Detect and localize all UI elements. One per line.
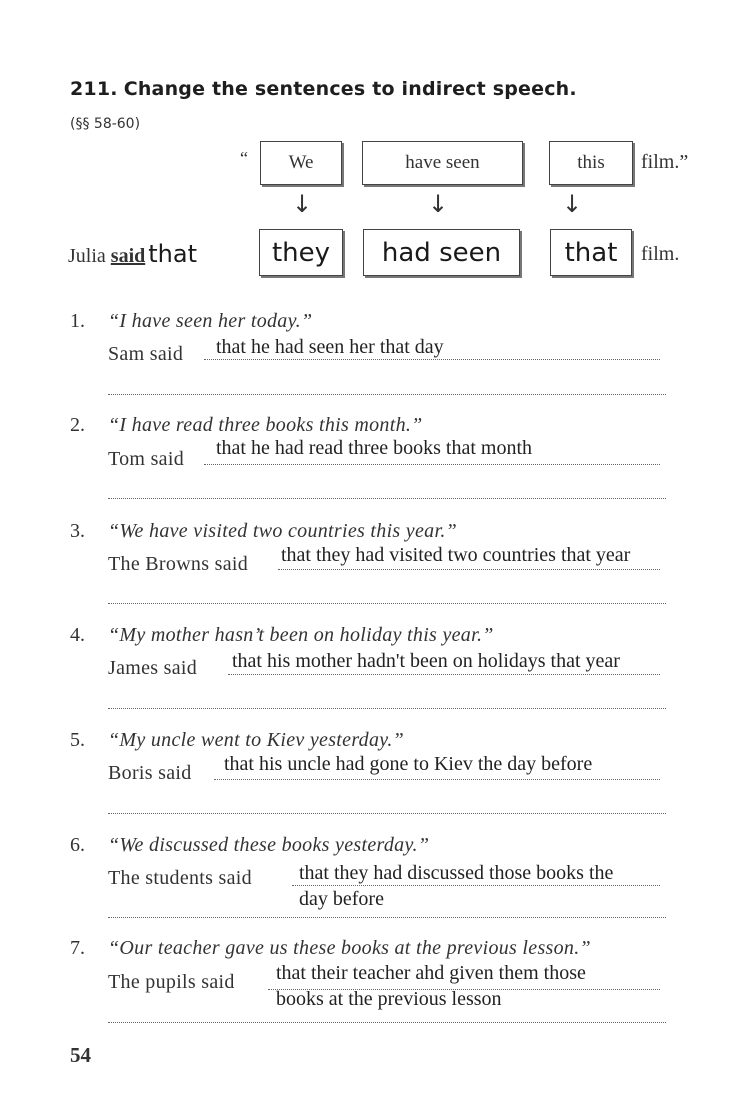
example-lead <box>68 240 197 268</box>
item-quote: “I have read three books this month.” <box>108 414 423 436</box>
item-answer-line1[interactable]: that his uncle had gone to Kiev the day before <box>224 753 593 775</box>
item-speaker: Sam said <box>108 343 184 365</box>
answer-dotted-line <box>108 708 666 709</box>
answer-dotted-line <box>204 359 660 360</box>
item-quote: “My mother hasn’t been on holiday this year.” <box>108 624 494 646</box>
direct-box-we: We <box>260 141 342 185</box>
item-number: 2. <box>70 414 85 436</box>
open-quote: “ <box>240 148 248 168</box>
item-number: 3. <box>70 520 85 542</box>
indirect-end-film: film. <box>641 243 680 265</box>
item-answer-line1[interactable]: that they had discussed those books the <box>299 862 614 884</box>
item-answer-line2[interactable]: day before <box>299 888 384 910</box>
item-answer-line2[interactable]: books at the previous lesson <box>276 988 502 1010</box>
answer-dotted-line <box>292 885 660 886</box>
item-quote: “We discussed these books yesterday.” <box>108 834 430 856</box>
answer-dotted-line <box>204 464 660 465</box>
indirect-box-that: that <box>550 229 632 276</box>
lead-that: that <box>148 240 197 268</box>
answer-dotted-line <box>108 1022 666 1023</box>
item-number: 4. <box>70 624 85 646</box>
item-number: 5. <box>70 729 85 751</box>
answer-dotted-line <box>108 394 666 395</box>
item-quote: “I have seen her today.” <box>108 310 313 332</box>
indirect-box-they: they <box>259 229 343 276</box>
arrow-down-icon: ↓ <box>562 190 583 218</box>
answer-dotted-line <box>278 569 660 570</box>
item-answer-line1[interactable]: that he had read three books that month <box>216 437 533 459</box>
direct-box-have-seen: have seen <box>362 141 523 185</box>
answer-dotted-line <box>108 917 666 918</box>
item-quote: “Our teacher gave us these books at the previous lesson.” <box>108 937 591 959</box>
lead-name: Julia <box>68 245 106 267</box>
exercise-number: 211. <box>70 78 118 100</box>
item-answer-line1[interactable]: that he had seen her that day <box>216 336 444 358</box>
answer-dotted-line <box>228 674 660 675</box>
answer-dotted-line <box>108 813 666 814</box>
arrow-down-icon: ↓ <box>428 190 449 218</box>
item-speaker: The students said <box>108 867 252 889</box>
item-speaker: The Browns said <box>108 553 249 575</box>
answer-dotted-line <box>108 603 666 604</box>
exercise-title <box>70 78 577 100</box>
item-number: 7. <box>70 937 85 959</box>
exercise-instruction: Change the sentences to indirect speech. <box>123 78 577 100</box>
item-answer-line1[interactable]: that his mother hadn't been on holidays that year <box>232 650 620 672</box>
arrow-down-icon: ↓ <box>292 190 313 218</box>
direct-end-film: film.” <box>641 151 689 173</box>
item-answer-line1[interactable]: that their teacher ahd given them those <box>276 962 586 984</box>
item-quote: “My uncle went to Kiev yesterday.” <box>108 729 405 751</box>
item-speaker: Tom said <box>108 448 184 470</box>
direct-box-this: this <box>549 141 633 185</box>
item-speaker: Boris said <box>108 762 192 784</box>
page-number: 54 <box>70 1043 91 1067</box>
grammar-reference: (§§ 58-60) <box>70 116 141 132</box>
item-number: 1. <box>70 310 85 332</box>
answer-dotted-line <box>108 498 666 499</box>
item-quote: “We have visited two countries this year.” <box>108 520 458 542</box>
answer-dotted-line <box>214 779 660 780</box>
item-speaker: James said <box>108 657 198 679</box>
item-number: 6. <box>70 834 85 856</box>
indirect-box-had-seen: had seen <box>363 229 520 276</box>
lead-said: said <box>110 245 146 267</box>
item-speaker: The pupils said <box>108 971 235 993</box>
item-answer-line1[interactable]: that they had visited two countries that year <box>281 544 631 566</box>
